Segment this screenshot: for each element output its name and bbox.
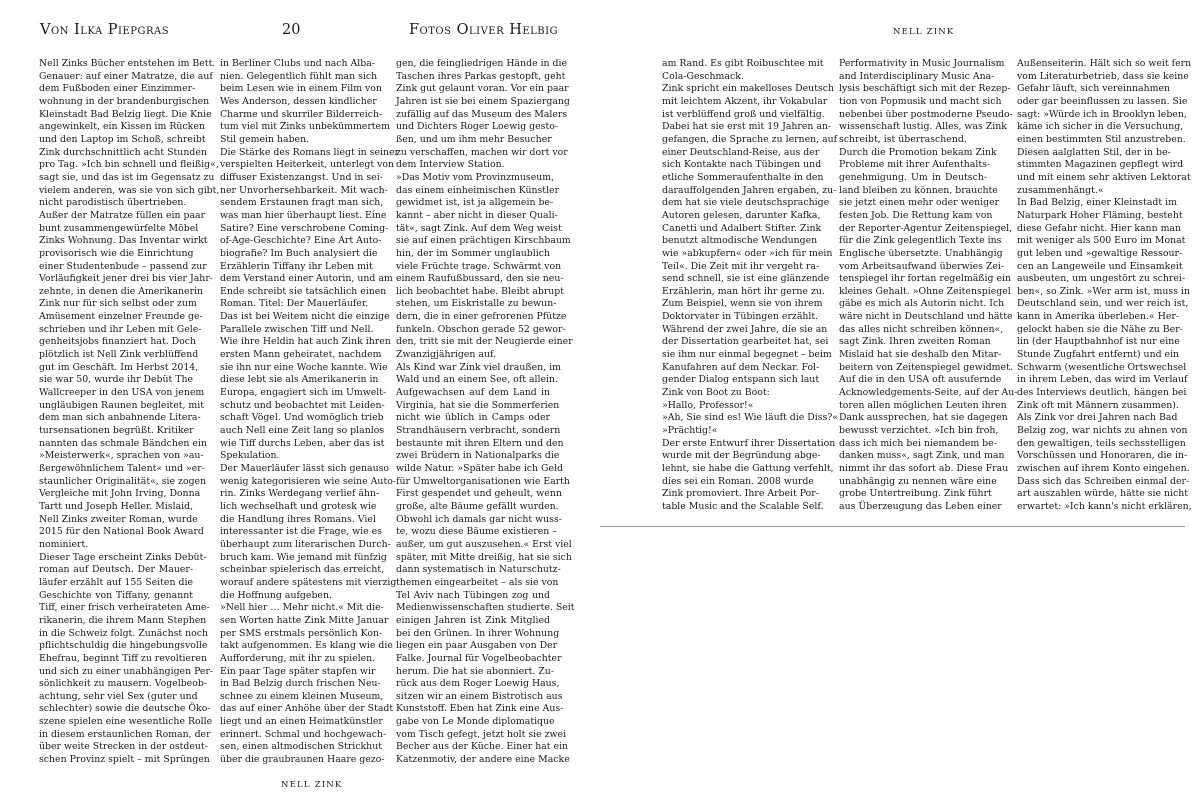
text-line: Kleinstadt Bad Belzig liegt. Die Knie: [39, 108, 212, 120]
text-line: Satire? Eine verschrobene Coming-: [220, 222, 389, 234]
text-line: Wald und an einem See, oft allein.: [396, 374, 559, 386]
text-line: sagt sie, und das ist im Gegensatz zu: [39, 171, 215, 183]
text-line: lich beobachtet habe. Bleibt abrupt: [396, 285, 565, 297]
text-line: Roman. Titel: Der Mauerläufer.: [220, 298, 369, 310]
text-line: tion von Popmusik und macht sich: [839, 95, 1002, 107]
text-line: des Interviews deutlich, hängen bei: [1017, 387, 1187, 399]
text-line: Durch die Promotion bekam Zink: [839, 146, 997, 158]
text-line: Dieser Tage erscheint Zinks Debüt-: [39, 551, 207, 563]
text-line: Teil«. Die Zeit mit ihr vergeht ra-: [662, 260, 820, 272]
text-line: später, mit Mitte dreißig, hat sie sich: [396, 551, 572, 563]
text-line: gen, die feingliedrigen Hände in die: [396, 58, 568, 69]
text-line: Ende schreibt sie tatsächlich einen: [220, 285, 387, 297]
text-line: was man hier überhaupt liest. Eine: [220, 209, 387, 221]
text-line: sönlichkeit zu mausern. Vogelbeob-: [39, 678, 207, 690]
text-line: wilde Natur. »Später habe ich Geld: [396, 463, 563, 474]
text-line: nien. Gelegentlich fühlt man sich: [220, 70, 378, 82]
text-line: diffuser Existenzangst. Und in sei-: [220, 171, 383, 183]
text-line: Erzählerin Tiffany ihr Leben mit: [220, 260, 373, 272]
text-line: in Berliner Clubs und nach Alba-: [220, 58, 375, 69]
text-line: Katzenmotiv, der andere eine Macke: [396, 754, 570, 766]
text-line: ben«, so Zink. »Wer arm ist, muss in: [1017, 285, 1190, 297]
text-line: plötzlich ist Nell Zink verblüffend: [39, 349, 199, 361]
text-line: Als Zink vor drei Jahren nach Bad: [1017, 412, 1178, 424]
text-line: Dass sich das Schreiben einmal der-: [1017, 475, 1190, 487]
text-line: beitern von Zeitenspiegel gewidmet.: [839, 361, 1013, 373]
text-line: genheitsjobs finanziert hat. Doch: [39, 336, 197, 348]
text-line: »Nell hier … Mehr nicht.« Mit die-: [220, 602, 384, 614]
text-line: Das ist bei Weitem nicht die einzige: [220, 311, 390, 323]
text-line: und den Laptop im Schoß, schreibt: [39, 133, 206, 145]
text-line: pflichtschuldig die hingebungsvolle: [39, 640, 208, 652]
text-line: aus Überzeugung das Leben einer: [839, 500, 1002, 512]
text-line: tum viel mit Zinks unbekümmertem: [220, 121, 390, 133]
text-line: Der erste Entwurf ihrer Dissertation: [662, 437, 836, 449]
text-line: festen Job. Die Rettung kam von: [839, 209, 993, 221]
text-line: vom Literaturbetrieb, dass sie keine: [1017, 70, 1189, 82]
text-line: der Dissertation gearbeitet hat, sei: [662, 336, 829, 348]
text-line: der Reporter-Agentur Zeitenspiegel,: [839, 222, 1013, 234]
text-line: schnee zu einem kleinen Museum,: [220, 690, 384, 702]
text-line: über weite Strecken in der ostdeut-: [39, 741, 208, 753]
text-line: Amüsement einzelner Freunde ge-: [39, 311, 203, 323]
text-line: Außenseiterin. Hält sich so weit fern: [1017, 58, 1192, 69]
byline-author: Von Ilka Piepgras: [40, 22, 170, 38]
text-line: land bleiben zu können, brauchte: [839, 184, 998, 196]
text-line: viele Früchte trage. Schwärmt von: [396, 260, 562, 272]
text-line: First gespendet und geheult, wenn: [396, 488, 562, 500]
text-line: scheinbar spielerisch das erreicht,: [220, 564, 385, 576]
text-line: unabhängig zu nennen wäre eine: [839, 475, 997, 487]
text-line: dies sei ein Roman. 2008 wurde: [662, 475, 814, 487]
text-line: toren allen möglichen Leuten ihren: [839, 399, 1007, 411]
text-line: Außer der Matratze füllen ein paar: [39, 209, 206, 221]
text-line: 2015 für den National Book Award: [39, 526, 204, 538]
text-line: table Music and the Scalable Self.: [662, 500, 824, 512]
article-column-2: [220, 58, 400, 766]
text-line: Ein paar Tage später stapfen wir: [220, 665, 376, 677]
text-line: in ihrem Leben, das wird im Verlauf: [1017, 374, 1188, 386]
text-line: ungläubigen Raunen begleitet, mit: [39, 399, 205, 411]
text-line: grobe Untertreibung. Zink führt: [839, 488, 992, 500]
text-line: of-Age-Geschichte? Eine Art Auto-: [220, 235, 382, 247]
text-line: funkeln. Obschon gerade 52 gewor-: [396, 323, 566, 335]
text-line: über die graubraunen Haare gezo-: [220, 754, 385, 766]
text-line: wurde mit der Begründung abge-: [662, 450, 821, 462]
text-line: bei den Grünen. In ihrer Wohnung: [396, 627, 560, 639]
text-line: Stunde Zugfahrt entfernt) und ein: [1017, 349, 1180, 361]
text-line: verspielten Heiterkeit, unterlegt von: [220, 159, 395, 171]
text-line: Vorläufigkeit jener drei bis vier Jahr-: [39, 273, 213, 285]
text-line: in Bad Belzig durch frischen Neu-: [220, 678, 381, 690]
text-line: rin. Zinks Werdegang verlief ähn-: [220, 488, 380, 500]
text-line: oder gar beeinflussen zu lassen. Sie: [1017, 95, 1188, 107]
text-line: Gefahr läuft, sich vereinnahmen: [1017, 83, 1171, 95]
text-line: Kunststoff. Eben hat Zink eine Aus-: [396, 703, 564, 715]
page-number: 20: [282, 22, 301, 38]
text-line: Probleme mit ihrer Aufenthalts-: [839, 159, 991, 171]
text-line: worauf andere spätestens mit vierzig: [220, 576, 397, 588]
text-line: schutz und beobachtet mit Leiden-: [220, 399, 385, 411]
text-line: zwei Brüdern in Nationalparks die: [396, 450, 560, 462]
text-line: Tel Aviv nach Tübingen zog und: [396, 589, 550, 601]
text-line: zufällig auf das Museum des Malers: [396, 108, 568, 120]
text-line: ner Unvorhersehbarkeit. Mit wach-: [220, 184, 388, 196]
text-line: sitzen wir an einem Bistrotisch aus: [396, 690, 563, 702]
text-line: provisorisch wie die Einrichtung: [39, 247, 194, 259]
text-line: wie »abkupfern« oder »ich für mein: [662, 247, 833, 259]
text-line: Zink von Boot zu Boot:: [662, 387, 770, 399]
text-line: ausbeuten, um ungestört zu schrei-: [1017, 273, 1186, 285]
text-line: dem Interview Station.: [396, 159, 505, 171]
text-line: cen an Langeweile und Einsamkeit: [1017, 260, 1183, 272]
text-line: nimmt ihr das sofort ab. Diese Frau: [839, 463, 1009, 474]
text-line: gut im Geschäft. Im Herbst 2014,: [39, 361, 199, 373]
text-line: Englische übersetzte. Unabhängig: [839, 247, 1003, 259]
text-line: Geschichte von Tiffany, genannt: [39, 589, 193, 601]
text-line: Aufgewachsen auf dem Land in: [396, 387, 550, 399]
text-line: Dabei hat sie erst mit 19 Jahren an-: [662, 121, 832, 133]
text-line: einen bestimmten Stil anzustreben.: [1017, 133, 1186, 145]
text-line: stimmten Magazinen gepflegt wird: [1017, 159, 1184, 171]
text-line: die Hoffnung aufgeben.: [220, 589, 332, 601]
article-column-3: [396, 58, 575, 766]
text-line: liegen ein paar Ausgaben von Der: [396, 640, 558, 652]
text-line: Während der zwei Jahre, die sie an: [662, 323, 828, 335]
text-line: te, wozu diese Bäume existieren –: [396, 526, 557, 538]
text-line: dem Verstand einer Autorin, und am: [220, 273, 393, 285]
text-line: sie jetzt einen mehr oder weniger: [839, 197, 1000, 209]
text-line: Strandhäusern verbracht, sondern: [396, 425, 561, 437]
text-line: Naturpark Hoher Fläming, besteht: [1017, 209, 1183, 221]
text-line: sich Kontakte nach Tübingen und: [662, 159, 822, 171]
text-line: mit weniger als 500 Euro im Monat: [1017, 235, 1186, 247]
text-line: Aufforderung, mit ihr zu spielen.: [220, 652, 376, 664]
text-line: wenig kategorisieren wie seine Auto-: [220, 475, 396, 487]
text-line: den gewaltigen, teils sechsstelligen: [1017, 437, 1186, 449]
text-line: einer Deutschland-Reise, aus der: [662, 146, 820, 158]
text-line: mit leichtem Akzent, ihr Vokabular: [662, 95, 828, 107]
text-line: bruch kam. Wie jemand mit fünfzig: [220, 551, 387, 563]
text-line: diese Gefahr nicht. Hier kann man: [1017, 222, 1182, 234]
text-line: in diesem erstaunlichen Roman, der: [39, 728, 211, 740]
text-line: gelockt haben sie die Nähe zu Ber-: [1017, 323, 1183, 335]
text-line: Autoren gelesen, darunter Kafka,: [662, 209, 821, 221]
text-line: Zink gut gelaunt voran. Vor ein paar: [396, 83, 569, 95]
text-line: sagt: »Würde ich in Brooklyn leben,: [1017, 108, 1187, 120]
text-line: Genauer: auf einer Matratze, die auf: [39, 70, 213, 82]
text-line: Spekulation.: [220, 450, 280, 462]
text-line: tät«, sagt Zink. Auf dem Weg weist: [396, 222, 562, 234]
text-line: auch Nell eine Zeit lang so planlos: [220, 425, 385, 437]
text-line: Stil gemein haben.: [220, 133, 310, 145]
text-line: Zink spricht ein makelloses Deutsch: [662, 83, 834, 95]
horizontal-rule: [600, 526, 1185, 527]
text-line: einigen Jahren ist Zink Mitglied: [396, 614, 550, 626]
text-line: bunt zusammengewürfelte Möbel: [39, 222, 199, 234]
text-line: erwartet: »Ich kann's nicht erklären,: [1017, 500, 1192, 512]
text-line: sie ihn nur eine Woche kannte. Wie: [220, 361, 388, 373]
text-line: kleines Gehalt. »Ohne Zeitenspiegel: [839, 285, 1011, 297]
text-line: zu verschaffen, machen wir dort vor: [396, 146, 568, 158]
text-line: käme ich sicher in die Versuchung,: [1017, 121, 1184, 133]
text-line: Nell Zinks zweiter Roman, wurde: [39, 513, 198, 525]
text-line: am Rand. Es gibt Roibuschtee mit: [662, 58, 824, 69]
text-line: gender Dialog entspann sich laut: [662, 374, 820, 386]
text-line: achtung, sehr viel Sex (guter und: [39, 690, 198, 702]
text-line: Vergleiche mit John Irving, Donna: [39, 488, 201, 500]
text-line: dass ich mich bei niemandem be-: [839, 437, 997, 449]
text-line: Schwarm (wesentliche Ortswechsel: [1017, 361, 1187, 373]
text-line: staunlicher Originalität«, sie zogen: [39, 475, 207, 487]
text-line: gut leben und »gewaltige Ressour-: [1017, 247, 1183, 259]
text-line: Zink nur für sich selbst oder zum: [39, 298, 197, 310]
text-line: dem man sich anbahnende Litera-: [39, 412, 201, 424]
text-line: nominiert.: [39, 538, 89, 550]
text-line: Tiff, einer frisch verheirateten Ame-: [39, 602, 210, 614]
text-line: Zink durchschnittlich acht Stunden: [39, 146, 207, 158]
text-line: lin (der Hauptbahnhof ist nur eine: [1017, 336, 1180, 348]
text-line: Acknowledgements-Seite, auf der Au-: [839, 387, 1018, 399]
text-line: für die Zink gelegentlich Texte ins: [839, 235, 1002, 247]
text-line: Zinks Wohnung. Das Inventar wirkt: [39, 235, 208, 247]
text-line: Cola-Geschmack.: [662, 70, 744, 82]
text-line: »Das Motiv vom Provinzmuseum,: [396, 171, 555, 183]
text-line: Vorschüssen und Honoraren, die in-: [1017, 450, 1188, 462]
text-line: Erzählerin, man hört ihr gerne zu.: [662, 285, 825, 297]
text-line: Deutschland sein, und wer reich ist,: [1017, 298, 1189, 310]
text-line: das alles nicht schreiben können«,: [839, 323, 1004, 335]
text-line: Kanufahren auf dem Neckar. Fol-: [662, 361, 820, 373]
text-line: Diesen aalglatten Stil, der in be-: [1017, 146, 1171, 158]
text-line: für Umweltorganisationen wie Earth: [396, 475, 570, 487]
text-line: Virginia, hat sie die Sommerferien: [396, 399, 560, 411]
text-line: überhaupt zum literarischen Durch-: [220, 538, 391, 550]
text-line: Obwohl ich damals gar nicht wuss-: [396, 513, 562, 525]
text-line: dem hat sie viele deutschsprachige: [662, 197, 830, 209]
text-line: gewidmet ist, ist ja allgemein be-: [396, 197, 554, 209]
text-line: kann in Amerika überleben.« Her-: [1017, 311, 1180, 323]
text-line: danken muss«, sagt Zink, und man: [839, 450, 1005, 462]
text-line: sagt Zink. Ihren zweiten Roman: [839, 336, 991, 348]
text-line: etliche Sommeraufenthalte in den: [662, 171, 824, 183]
article-column-1: [39, 58, 220, 778]
text-line: wohnung in der brandenburgischen: [39, 95, 210, 107]
text-line: gefangen, die Sprache zu lernen, auf: [662, 133, 838, 145]
text-line: einem Raufußbussard, den sie neu-: [396, 273, 564, 285]
text-line: zehnte, in denen die Amerikanerin: [39, 285, 204, 297]
article-column-6: [1017, 58, 1192, 512]
text-line: herum. Die hat sie abonniert. Zu-: [396, 665, 554, 677]
text-line: sen Worten hatte Zink Mitte Januar: [220, 614, 389, 626]
text-line: vom Arbeitsaufwand überwies Zei-: [839, 260, 1005, 272]
text-line: den, tritt sie mit der Neugierde einer: [396, 336, 573, 348]
text-line: Taschen ihres Parkas gestopft, geht: [396, 70, 566, 82]
text-line: die Handlung ihres Romans. Viel: [220, 513, 376, 525]
text-line: lehnt, sie habe die Gattung verfehlt,: [662, 463, 834, 474]
text-line: und mit einem sehr aktiven Lektorat: [1017, 171, 1191, 183]
text-line: tenspiegel ihr fortan regelmäßig ein: [839, 273, 1012, 285]
text-line: Dank aussprechen, hat sie dagegen: [839, 412, 1008, 424]
text-line: Wallcreeper in den USA von jenem: [39, 387, 205, 399]
text-line: tursensationen begrüßt. Kritiker: [39, 425, 194, 437]
text-line: nicht wie üblich in Camps oder: [396, 412, 550, 424]
text-line: erinnert. Schmal und hochgewach-: [220, 728, 387, 740]
page-footer: NELL ZINK: [281, 780, 343, 790]
text-line: und sich zu einer unabhängigen Per-: [39, 665, 214, 677]
text-line: sie war 50, wurde ihr Debüt The: [39, 374, 194, 386]
text-line: nebenbei über postmoderne Pseudo-: [839, 108, 1013, 120]
text-line: schrieben und ihr Leben mit Gele-: [39, 323, 202, 335]
text-line: Zink promoviert. Ihre Arbeit Por-: [662, 488, 819, 500]
text-line: kannt – aber nicht in dieser Quali-: [396, 209, 558, 221]
byline-photographer: Fotos Oliver Helbig: [409, 22, 559, 38]
text-line: interessanter ist die Frage, wie es: [220, 526, 382, 538]
text-line: In Bad Belzig, einer Kleinstadt im: [1017, 197, 1177, 209]
text-line: roman auf Deutsch. Der Mauer-: [39, 564, 193, 576]
text-line: diese lebt sie als Amerikanerin in: [220, 374, 379, 386]
text-line: wie Tiff durchs Leben, aber das ist: [220, 437, 385, 449]
text-line: art auszahlen würde, hätte sie nicht: [1017, 488, 1188, 500]
text-line: schen Provinz spielt – mit Sprüngen: [39, 754, 210, 766]
text-line: lysis beschäftigt sich mit der Rezep-: [839, 83, 1011, 95]
text-line: schlechter) sowie die deutsche Öko-: [39, 703, 211, 715]
text-line: stehen, um Eiskristalle zu bewun-: [396, 298, 557, 310]
text-line: zwischen auf ihrem Konto eingehen.: [1017, 463, 1190, 474]
running-head: NELL ZINK: [893, 27, 955, 37]
text-line: sendem Erstaunen fragt man sich,: [220, 197, 384, 209]
text-line: dern, die in einer gefrorenen Pfütze: [396, 311, 567, 323]
text-line: Der Mauerläufer lässt sich genauso: [220, 463, 390, 474]
text-line: Europa, engagiert sich im Umwelt-: [220, 387, 387, 399]
text-line: szene spielen eine wesentliche Rolle: [39, 716, 213, 728]
text-line: rikanerin, die ihrem Mann Stephen: [39, 614, 207, 626]
text-line: Zum Beispiel, wenn sie von ihrem: [662, 298, 823, 310]
article-column-4: [662, 58, 839, 512]
text-line: Auf die in den USA oft ausufernde: [839, 374, 1002, 386]
text-line: das auf einer Anhöhe über der Stadt: [220, 703, 394, 715]
text-line: Die Stärke des Romans liegt in seiner: [220, 146, 400, 158]
text-line: vielem anderen, was sie von sich gibt,: [39, 184, 220, 196]
text-line: Becher aus der Küche. Einer hat ein: [396, 741, 569, 753]
text-line: angewinkelt, ein Kissen im Rücken: [39, 121, 205, 133]
text-line: dem Fußboden einer Einzimmer-: [39, 83, 196, 95]
text-line: und Dichters Roger Loewig gesto-: [396, 121, 558, 133]
text-line: Wes Anderson, dessen kindlicher: [220, 95, 377, 107]
text-line: Medienwissenschaften studierte. Seit: [396, 602, 575, 614]
text-line: wäre nicht in Deutschland und hätte: [839, 311, 1013, 323]
text-line: bewusst verzichtet. »Ich bin froh,: [839, 425, 999, 437]
text-line: gabe von Le Monde diplomatique: [396, 716, 555, 728]
text-line: einer Studentenbude – passend zur: [39, 260, 207, 272]
text-line: sen, einen altmodischen Strickhut: [220, 741, 382, 753]
text-line: per SMS erstmals persönlich Kon-: [220, 627, 383, 639]
text-line: pro Tag. »Ich bin schnell und fleißig«,: [39, 159, 219, 171]
text-line: Mislaid hat sie deshalb den Mitar-: [839, 349, 1002, 361]
text-line: Als Kind war Zink viel draußen, im: [396, 361, 561, 373]
text-line: sie auf einen prächtigen Kirschbaum: [396, 235, 571, 247]
text-line: dann systematisch in Naturschutz-: [396, 564, 561, 576]
text-line: Performativity in Music Journalism: [839, 58, 1005, 69]
text-line: Canetti und Adalbert Stifter. Zink: [662, 222, 822, 234]
text-line: Ehefrau, beginnt Tiff zu revoltieren: [39, 652, 207, 664]
text-line: lich wechselhaft und grotesk wie: [220, 500, 377, 512]
text-line: Zwanzigjährigen auf.: [396, 349, 497, 361]
text-line: genehmigung. Um in Deutsch-: [839, 171, 987, 183]
text-line: Doktorvater in Tübingen erzählt.: [662, 311, 819, 323]
text-line: darauffolgenden Jahren ergaben, zu-: [662, 184, 837, 196]
text-line: send schnell, sie ist eine glänzende: [662, 273, 830, 285]
text-line: ßergewöhnlichem Talent« und »er-: [39, 463, 205, 474]
text-line: hin, der im Sommer unglaublich: [396, 247, 550, 259]
text-line: zusammenhängt.«: [1017, 184, 1104, 196]
text-line: Tartt und Joseph Heller. Mislaid,: [39, 500, 194, 512]
text-line: schaft Vögel. Und womöglich trieb: [220, 412, 384, 424]
right-page: [600, 0, 1200, 807]
text-line: Wie ihre Heldin hat auch Zink ihren: [220, 336, 391, 348]
text-line: Falke. Journal für Vogelbeobachter: [396, 652, 562, 664]
text-line: wissenschaft lustig. Alles, was Zink: [839, 121, 1007, 133]
text-line: nannten das schmale Bändchen ein: [39, 437, 207, 449]
text-line: ist verblüffend groß und vielfältig.: [662, 108, 825, 120]
text-line: liegt und an einen Heimatkünstler: [220, 716, 383, 728]
text-line: schreibt, ist überraschend.: [839, 133, 967, 145]
text-line: gäbe es mich als Autorin nicht. Ich: [839, 298, 1005, 310]
text-line: »Prächtig!«: [662, 425, 718, 437]
text-line: vom Tisch gefegt, jetzt holt sie zwei: [396, 728, 567, 740]
text-line: Charme und skurriler Bilderreich-: [220, 108, 383, 120]
text-line: ßen, und um ihm mehr Besucher: [396, 133, 552, 145]
text-line: Belzig zog, war nichts zu ahnen von: [1017, 425, 1188, 437]
text-line: benutzt altmodische Wendungen: [662, 235, 818, 247]
text-line: takt aufgenommen. Es klang wie die: [220, 640, 393, 652]
text-line: sie ihm nur einmal begegnet – beim: [662, 349, 832, 361]
text-line: außer, um gut auszusehen.« Erst viel: [396, 538, 572, 550]
text-line: ersten Mann geheiratet, nachdem: [220, 349, 382, 361]
text-line: Nell Zinks Bücher entstehen im Bett.: [39, 58, 216, 69]
text-line: rück aus dem Roger Loewig Haus,: [396, 678, 560, 690]
text-line: themen eingearbeitet – als sie von: [396, 576, 559, 588]
text-line: nicht parodistisch übertrieben.: [39, 197, 187, 209]
text-line: »Ah, Sie sind es! Wie läuft die Diss?«: [662, 412, 839, 424]
text-line: große, alte Bäume gefällt wurden.: [396, 500, 559, 512]
text-line: das einem einheimischen Künstler: [396, 184, 560, 196]
text-line: biografie? Im Buch analysiert die: [220, 247, 378, 259]
text-line: Jahren ist sie bei einem Spaziergang: [396, 95, 570, 107]
text-line: and Interdisciplinary Music Ana-: [839, 70, 995, 82]
text-line: beim Lesen wie in einem Film von: [220, 83, 382, 95]
text-line: Zink oft mit Männern zusammen).: [1017, 399, 1179, 411]
text-line: »Meisterwerk«, sprachen von »au-: [39, 450, 204, 462]
text-line: Parallele zwischen Tiff und Nell.: [220, 323, 374, 335]
text-line: bestaunte mit ihren Eltern und den: [396, 437, 564, 449]
text-line: läufer erzählt auf 155 Seiten die: [39, 576, 193, 588]
text-line: in die Schweiz folgt. Zunächst noch: [39, 627, 209, 639]
article-column-5: [839, 58, 1018, 512]
text-line: »Hallo, Professor!«: [662, 399, 754, 411]
